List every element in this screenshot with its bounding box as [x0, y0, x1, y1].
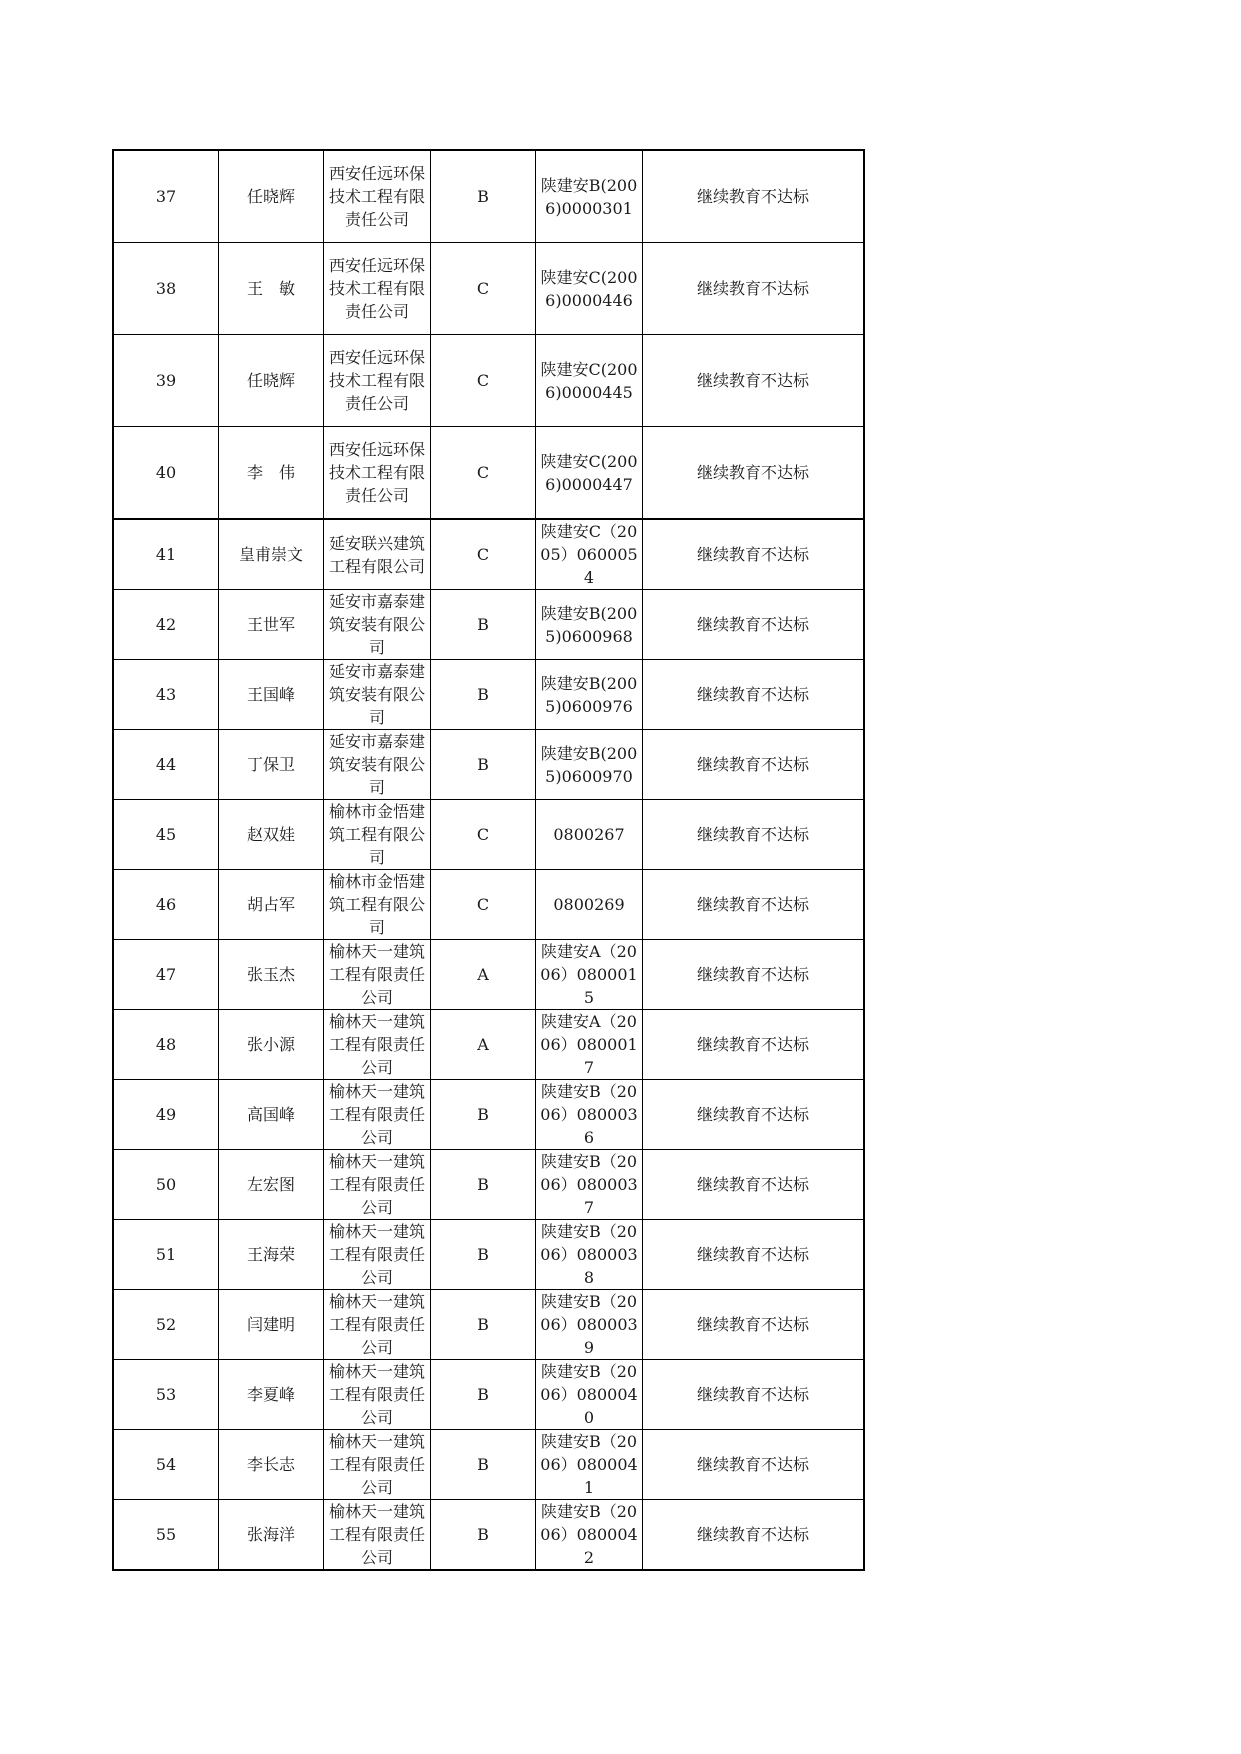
grade-cell-text: C: [476, 825, 490, 844]
grade-cell-text: C: [476, 545, 490, 564]
company-name-cell-text: 榆林天一建筑工程有限责任公司: [328, 942, 425, 1007]
certificate-number-cell: [536, 940, 643, 1010]
grade-cell-text: B: [477, 1455, 489, 1474]
grade-cell: [431, 800, 536, 870]
reason-cell: [643, 1290, 865, 1360]
certificate-number-cell-text: 陕建安C(2006)0000446: [540, 267, 638, 310]
row-number-cell-text: 42: [155, 615, 177, 634]
reason-cell-text: 继续教育不达标: [696, 1525, 809, 1544]
reason-cell: [643, 660, 865, 730]
certificate-number-cell-text: 陕建安B(2005)0600976: [540, 673, 638, 716]
row-number-cell-text: 46: [155, 895, 177, 914]
certificate-number-cell-text: 陕建安C（2005）0600054: [540, 522, 638, 587]
company-name-cell: [324, 1150, 431, 1220]
company-name-cell-text: 西安任远环保技术工程有限责任公司: [328, 348, 425, 413]
row-number-cell: [113, 1430, 219, 1500]
person-name-cell-text: 左宏图: [246, 1175, 295, 1194]
certificate-number-cell: [536, 1430, 643, 1500]
grade-cell-text: A: [477, 965, 489, 984]
row-number-cell: [113, 870, 219, 940]
row-number-cell: [113, 335, 219, 427]
reason-cell: [643, 1500, 865, 1571]
row-number-cell: [113, 1290, 219, 1360]
company-name-cell-text: 延安市嘉泰建筑安装有限公司: [328, 592, 425, 657]
reason-cell: [643, 800, 865, 870]
certificate-number-cell: [536, 335, 643, 427]
table-row: [113, 1430, 864, 1500]
row-number-cell: [113, 427, 219, 520]
company-name-cell: [324, 940, 431, 1010]
row-number-cell: [113, 800, 219, 870]
reason-cell-text: 继续教育不达标: [696, 755, 809, 774]
certificate-number-cell-text: 陕建安B(2006)0000301: [540, 175, 638, 218]
certificate-number-cell: [536, 243, 643, 335]
certificate-number-cell: [536, 1150, 643, 1220]
row-number-cell-text: 45: [155, 825, 177, 844]
reason-cell-text: 继续教育不达标: [696, 1455, 809, 1474]
certificate-number-cell: [536, 519, 643, 590]
person-name-cell: [219, 730, 324, 800]
grade-cell-text: B: [477, 615, 489, 634]
row-number-cell-text: 43: [155, 685, 177, 704]
reason-cell-text: 继续教育不达标: [696, 545, 809, 564]
row-number-cell: [113, 940, 219, 1010]
reason-cell: [643, 870, 865, 940]
reason-cell-text: 继续教育不达标: [696, 895, 809, 914]
person-name-cell-text: 皇甫崇文: [238, 545, 303, 564]
grade-cell: [431, 1220, 536, 1290]
grade-cell: [431, 730, 536, 800]
table-row: [113, 427, 864, 520]
company-name-cell-text: 榆林天一建筑工程有限责任公司: [328, 1222, 425, 1287]
reason-cell: [643, 1220, 865, 1290]
grade-cell: [431, 870, 536, 940]
row-number-cell-text: 37: [155, 187, 177, 206]
person-name-cell-text: 李 伟: [246, 463, 295, 482]
company-name-cell: [324, 1500, 431, 1571]
certificate-number-cell-text: 陕建安C(2006)0000447: [540, 451, 638, 494]
table-row: [113, 1290, 864, 1360]
reason-cell-text: 继续教育不达标: [696, 371, 809, 390]
table-row: [113, 519, 864, 590]
company-name-cell-text: 榆林天一建筑工程有限责任公司: [328, 1292, 425, 1357]
person-name-cell: [219, 870, 324, 940]
person-name-cell: [219, 590, 324, 660]
grade-cell: [431, 243, 536, 335]
row-number-cell: [113, 1080, 219, 1150]
row-number-cell: [113, 150, 219, 243]
reason-cell: [643, 335, 865, 427]
certificate-number-cell: [536, 427, 643, 520]
certificate-number-cell: [536, 1220, 643, 1290]
row-number-cell-text: 55: [155, 1525, 177, 1544]
person-name-cell: [219, 1430, 324, 1500]
reason-cell-text: 继续教育不达标: [696, 1245, 809, 1264]
row-number-cell-text: 40: [155, 463, 177, 482]
certificate-number-cell-text: 陕建安B（2006）0800041: [540, 1432, 638, 1497]
grade-cell: [431, 427, 536, 520]
person-name-cell: [219, 1220, 324, 1290]
person-name-cell-text: 高国峰: [246, 1105, 295, 1124]
certificate-number-cell-text: 陕建安C(2006)0000445: [540, 359, 638, 402]
reason-cell-text: 继续教育不达标: [696, 1035, 809, 1054]
row-number-cell-text: 41: [155, 545, 177, 564]
grade-cell-text: B: [477, 1245, 489, 1264]
table-row: [113, 335, 864, 427]
person-name-cell-text: 胡占军: [246, 895, 295, 914]
grade-cell: [431, 1290, 536, 1360]
grade-cell: [431, 1080, 536, 1150]
reason-cell-text: 继续教育不达标: [696, 463, 809, 482]
reason-cell: [643, 519, 865, 590]
grade-cell-text: B: [477, 755, 489, 774]
row-number-cell: [113, 1010, 219, 1080]
grade-cell: [431, 590, 536, 660]
reason-cell-text: 继续教育不达标: [696, 965, 809, 984]
grade-cell-text: C: [476, 463, 490, 482]
grade-cell-text: B: [477, 1105, 489, 1124]
table-row: [113, 940, 864, 1010]
person-name-cell-text: 李夏峰: [246, 1385, 295, 1404]
grade-cell-text: A: [477, 1035, 489, 1054]
row-number-cell-text: 47: [155, 965, 177, 984]
company-name-cell: [324, 427, 431, 520]
reason-cell-text: 继续教育不达标: [696, 1105, 809, 1124]
grade-cell: [431, 1150, 536, 1220]
row-number-cell-text: 38: [155, 279, 177, 298]
table-row: [113, 1360, 864, 1430]
company-name-cell: [324, 730, 431, 800]
person-name-cell-text: 任晓辉: [246, 371, 295, 390]
table-row: [113, 243, 864, 335]
certificate-number-cell-text: 陕建安A（2006）0800017: [540, 1012, 638, 1077]
company-name-cell: [324, 519, 431, 590]
company-name-cell-text: 延安联兴建筑工程有限公司: [328, 533, 425, 576]
reason-cell: [643, 1360, 865, 1430]
record-table: [112, 149, 865, 1571]
grade-cell-text: C: [476, 895, 490, 914]
table-row: [113, 1150, 864, 1220]
row-number-cell-text: 52: [155, 1315, 177, 1334]
reason-cell-text: 继续教育不达标: [696, 1315, 809, 1334]
table-row: [113, 1010, 864, 1080]
row-number-cell-text: 49: [155, 1105, 177, 1124]
reason-cell: [643, 150, 865, 243]
grade-cell-text: C: [476, 279, 490, 298]
grade-cell-text: C: [476, 371, 490, 390]
row-number-cell-text: 44: [155, 755, 177, 774]
person-name-cell-text: 张玉杰: [246, 965, 295, 984]
company-name-cell: [324, 1360, 431, 1430]
reason-cell-text: 继续教育不达标: [696, 685, 809, 704]
person-name-cell: [219, 940, 324, 1010]
row-number-cell-text: 51: [155, 1245, 177, 1264]
grade-cell-text: B: [477, 1385, 489, 1404]
company-name-cell: [324, 1010, 431, 1080]
reason-cell: [643, 1080, 865, 1150]
person-name-cell: [219, 1080, 324, 1150]
company-name-cell-text: 榆林天一建筑工程有限责任公司: [328, 1012, 425, 1077]
company-name-cell-text: 榆林天一建筑工程有限责任公司: [328, 1362, 425, 1427]
reason-cell: [643, 243, 865, 335]
row-number-cell-text: 54: [155, 1455, 177, 1474]
company-name-cell: [324, 1430, 431, 1500]
company-name-cell-text: 榆林市金悟建筑工程有限公司: [328, 802, 425, 867]
company-name-cell-text: 榆林天一建筑工程有限责任公司: [328, 1082, 425, 1147]
reason-cell-text: 继续教育不达标: [696, 1175, 809, 1194]
person-name-cell: [219, 660, 324, 730]
reason-cell-text: 继续教育不达标: [696, 279, 809, 298]
person-name-cell-text: 李长志: [246, 1455, 295, 1474]
certificate-number-cell: [536, 1080, 643, 1150]
grade-cell: [431, 1010, 536, 1080]
grade-cell: [431, 940, 536, 1010]
certificate-number-cell-text: 陕建安B（2006）0800040: [540, 1362, 638, 1427]
table-row: [113, 1080, 864, 1150]
grade-cell: [431, 150, 536, 243]
certificate-number-cell-text: 陕建安B(2005)0600968: [540, 603, 638, 646]
person-name-cell: [219, 1360, 324, 1430]
row-number-cell: [113, 660, 219, 730]
reason-cell: [643, 730, 865, 800]
person-name-cell: [219, 150, 324, 243]
company-name-cell-text: 榆林市金悟建筑工程有限公司: [328, 872, 425, 937]
reason-cell: [643, 590, 865, 660]
table-row: [113, 800, 864, 870]
grade-cell-text: B: [477, 1175, 489, 1194]
company-name-cell: [324, 590, 431, 660]
company-name-cell-text: 榆林天一建筑工程有限责任公司: [328, 1502, 425, 1567]
certificate-number-cell: [536, 660, 643, 730]
table-row: [113, 660, 864, 730]
reason-cell: [643, 1010, 865, 1080]
row-number-cell: [113, 590, 219, 660]
row-number-cell: [113, 519, 219, 590]
table-row: [113, 150, 864, 243]
company-name-cell: [324, 1220, 431, 1290]
company-name-cell-text: 榆林天一建筑工程有限责任公司: [328, 1152, 425, 1217]
certificate-number-cell-text: 陕建安B（2006）0800037: [540, 1152, 638, 1217]
reason-cell-text: 继续教育不达标: [696, 825, 809, 844]
grade-cell: [431, 1430, 536, 1500]
person-name-cell: [219, 1290, 324, 1360]
company-name-cell: [324, 800, 431, 870]
certificate-number-cell: [536, 800, 643, 870]
row-number-cell-text: 53: [155, 1385, 177, 1404]
person-name-cell: [219, 519, 324, 590]
certificate-number-cell-text: 陕建安B（2006）0800039: [540, 1292, 638, 1357]
company-name-cell: [324, 870, 431, 940]
person-name-cell: [219, 800, 324, 870]
certificate-number-cell-text: 陕建安A（2006）0800015: [540, 942, 638, 1007]
row-number-cell-text: 50: [155, 1175, 177, 1194]
certificate-number-cell: [536, 1290, 643, 1360]
company-name-cell-text: 西安任远环保技术工程有限责任公司: [328, 440, 425, 505]
grade-cell-text: B: [477, 1525, 489, 1544]
certificate-number-cell: [536, 870, 643, 940]
company-name-cell: [324, 1080, 431, 1150]
person-name-cell: [219, 1010, 324, 1080]
person-name-cell-text: 王世军: [246, 615, 295, 634]
person-name-cell: [219, 243, 324, 335]
person-name-cell: [219, 1500, 324, 1571]
row-number-cell-text: 39: [155, 371, 177, 390]
grade-cell: [431, 660, 536, 730]
person-name-cell-text: 张海洋: [246, 1525, 295, 1544]
company-name-cell-text: 延安市嘉泰建筑安装有限公司: [328, 732, 425, 797]
reason-cell-text: 继续教育不达标: [696, 187, 809, 206]
person-name-cell: [219, 335, 324, 427]
certificate-number-cell: [536, 1500, 643, 1571]
person-name-cell-text: 赵双娃: [246, 825, 295, 844]
row-number-cell-text: 48: [155, 1035, 177, 1054]
certificate-number-cell: [536, 1360, 643, 1430]
table-row: [113, 1220, 864, 1290]
row-number-cell: [113, 1500, 219, 1571]
table-row: [113, 1500, 864, 1571]
certificate-number-cell: [536, 730, 643, 800]
person-name-cell-text: 丁保卫: [246, 755, 295, 774]
reason-cell: [643, 1430, 865, 1500]
grade-cell-text: B: [477, 187, 489, 206]
grade-cell: [431, 335, 536, 427]
reason-cell-text: 继续教育不达标: [696, 615, 809, 634]
certificate-number-cell-text: 陕建安B（2006）0800042: [540, 1502, 638, 1567]
certificate-number-cell-text: 0800267: [553, 825, 625, 844]
company-name-cell: [324, 335, 431, 427]
grade-cell-text: B: [477, 1315, 489, 1334]
reason-cell: [643, 427, 865, 520]
table-row: [113, 590, 864, 660]
person-name-cell: [219, 1150, 324, 1220]
reason-cell: [643, 1150, 865, 1220]
certificate-number-cell-text: 陕建安B（2006）0800038: [540, 1222, 638, 1287]
certificate-number-cell-text: 陕建安B(2005)0600970: [540, 743, 638, 786]
table-row: [113, 870, 864, 940]
row-number-cell: [113, 243, 219, 335]
person-name-cell-text: 闫建明: [246, 1315, 295, 1334]
certificate-number-cell: [536, 150, 643, 243]
company-name-cell: [324, 1290, 431, 1360]
row-number-cell: [113, 1150, 219, 1220]
company-name-cell: [324, 150, 431, 243]
record-table-body: [113, 150, 864, 1570]
company-name-cell-text: 榆林天一建筑工程有限责任公司: [328, 1432, 425, 1497]
grade-cell: [431, 1360, 536, 1430]
company-name-cell: [324, 243, 431, 335]
company-name-cell-text: 延安市嘉泰建筑安装有限公司: [328, 662, 425, 727]
company-name-cell-text: 西安任远环保技术工程有限责任公司: [328, 164, 425, 229]
row-number-cell: [113, 1220, 219, 1290]
person-name-cell-text: 任晓辉: [246, 187, 295, 206]
certificate-number-cell-text: 陕建安B（2006）0800036: [540, 1082, 638, 1147]
grade-cell: [431, 1500, 536, 1571]
person-name-cell-text: 王海荣: [246, 1245, 295, 1264]
person-name-cell-text: 张小源: [246, 1035, 295, 1054]
company-name-cell: [324, 660, 431, 730]
table-row: [113, 730, 864, 800]
certificate-number-cell-text: 0800269: [553, 895, 625, 914]
reason-cell: [643, 940, 865, 1010]
grade-cell-text: B: [477, 685, 489, 704]
row-number-cell: [113, 1360, 219, 1430]
certificate-number-cell: [536, 1010, 643, 1080]
certificate-number-cell: [536, 590, 643, 660]
grade-cell: [431, 519, 536, 590]
company-name-cell-text: 西安任远环保技术工程有限责任公司: [328, 256, 425, 321]
row-number-cell: [113, 730, 219, 800]
reason-cell-text: 继续教育不达标: [696, 1385, 809, 1404]
person-name-cell-text: 王国峰: [246, 685, 295, 704]
person-name-cell-text: 王 敏: [246, 279, 295, 298]
person-name-cell: [219, 427, 324, 520]
